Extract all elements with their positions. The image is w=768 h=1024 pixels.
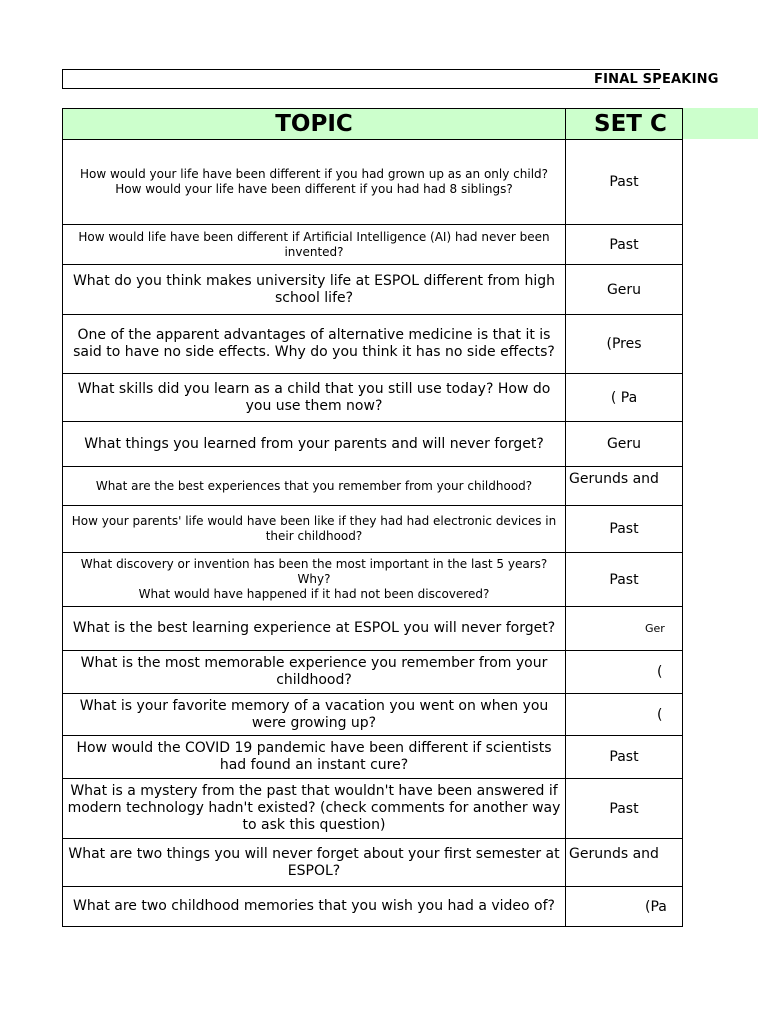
set-cell[interactable]: (: [566, 651, 683, 694]
topic-cell[interactable]: How would your life have been different if you had grown up as an only child? How would your life have been different if you had had 8 siblings?: [63, 140, 566, 225]
set-header[interactable]: SET C: [566, 109, 683, 140]
topic-cell[interactable]: One of the apparent advantages of alternative medicine is that it is said to have no side effects. Why do you think it has no side effects?: [63, 315, 566, 374]
table-row: [63, 839, 683, 887]
topic-cell[interactable]: What things you learned from your parents and will never forget?: [63, 422, 566, 467]
set-cell[interactable]: Gerunds and: [566, 467, 683, 506]
table-row: [63, 140, 683, 225]
table-row: [63, 315, 683, 374]
topic-cell[interactable]: What is the most memorable experience you remember from your childhood?: [63, 651, 566, 694]
set-cell[interactable]: Past: [566, 736, 683, 779]
title-cell: [62, 69, 719, 89]
topic-cell[interactable]: What are the best experiences that you remember from your childhood?: [63, 467, 566, 506]
topic-cell[interactable]: What do you think makes university life at ESPOL different from high school life?: [63, 265, 566, 315]
table-row: [63, 736, 683, 779]
set-cell[interactable]: Geru: [566, 422, 683, 467]
sheet-title: FINAL SPEAKING: [594, 72, 719, 87]
topic-cell[interactable]: What discovery or invention has been the most important in the last 5 years? Why? What would have happened if it had not been discovered?: [63, 553, 566, 607]
topic-header[interactable]: TOPIC: [63, 109, 566, 140]
set-cell[interactable]: Gerunds and: [566, 839, 683, 887]
table-row: [63, 374, 683, 422]
table-row: [63, 422, 683, 467]
set-cell[interactable]: (Pres: [566, 315, 683, 374]
table-row: [63, 553, 683, 607]
topic-cell[interactable]: How would life have been different if Artificial Intelligence (AI) had never been invented?: [63, 225, 566, 265]
set-cell[interactable]: Past: [566, 506, 683, 553]
set-cell[interactable]: ( Pa: [566, 374, 683, 422]
table-row: [63, 651, 683, 694]
topic-cell[interactable]: What skills did you learn as a child that you still use today? How do you use them now?: [63, 374, 566, 422]
table-row: [63, 506, 683, 553]
topic-cell[interactable]: What is the best learning experience at ESPOL you will never forget?: [63, 607, 566, 651]
topics-table: [62, 108, 683, 927]
set-cell[interactable]: Ger: [566, 607, 683, 651]
topic-cell[interactable]: What are two childhood memories that you wish you had a video of?: [63, 887, 566, 927]
set-cell[interactable]: Past: [566, 140, 683, 225]
table-row: [63, 225, 683, 265]
set-cell[interactable]: Past: [566, 553, 683, 607]
topic-cell[interactable]: What is a mystery from the past that wouldn't have been answered if modern technology hadn't existed? (check comments for another way to ask this question): [63, 779, 566, 839]
table-row: [63, 607, 683, 651]
topic-cell[interactable]: How would the COVID 19 pandemic have been different if scientists had found an instant cure?: [63, 736, 566, 779]
topic-cell[interactable]: What are two things you will never forget about your first semester at ESPOL?: [63, 839, 566, 887]
table-row: [63, 694, 683, 736]
set-cell[interactable]: Past: [566, 225, 683, 265]
table-row: [63, 467, 683, 506]
set-cell[interactable]: Past: [566, 779, 683, 839]
header-row: [63, 109, 683, 140]
set-cell[interactable]: (Pa: [566, 887, 683, 927]
table-row: [63, 779, 683, 839]
table-row: [63, 887, 683, 927]
table-row: [63, 265, 683, 315]
topic-cell[interactable]: What is your favorite memory of a vacation you went on when you were growing up?: [63, 694, 566, 736]
topic-cell[interactable]: How your parents' life would have been like if they had had electronic devices in their childhood?: [63, 506, 566, 553]
set-cell[interactable]: Geru: [566, 265, 683, 315]
set-cell[interactable]: (: [566, 694, 683, 736]
